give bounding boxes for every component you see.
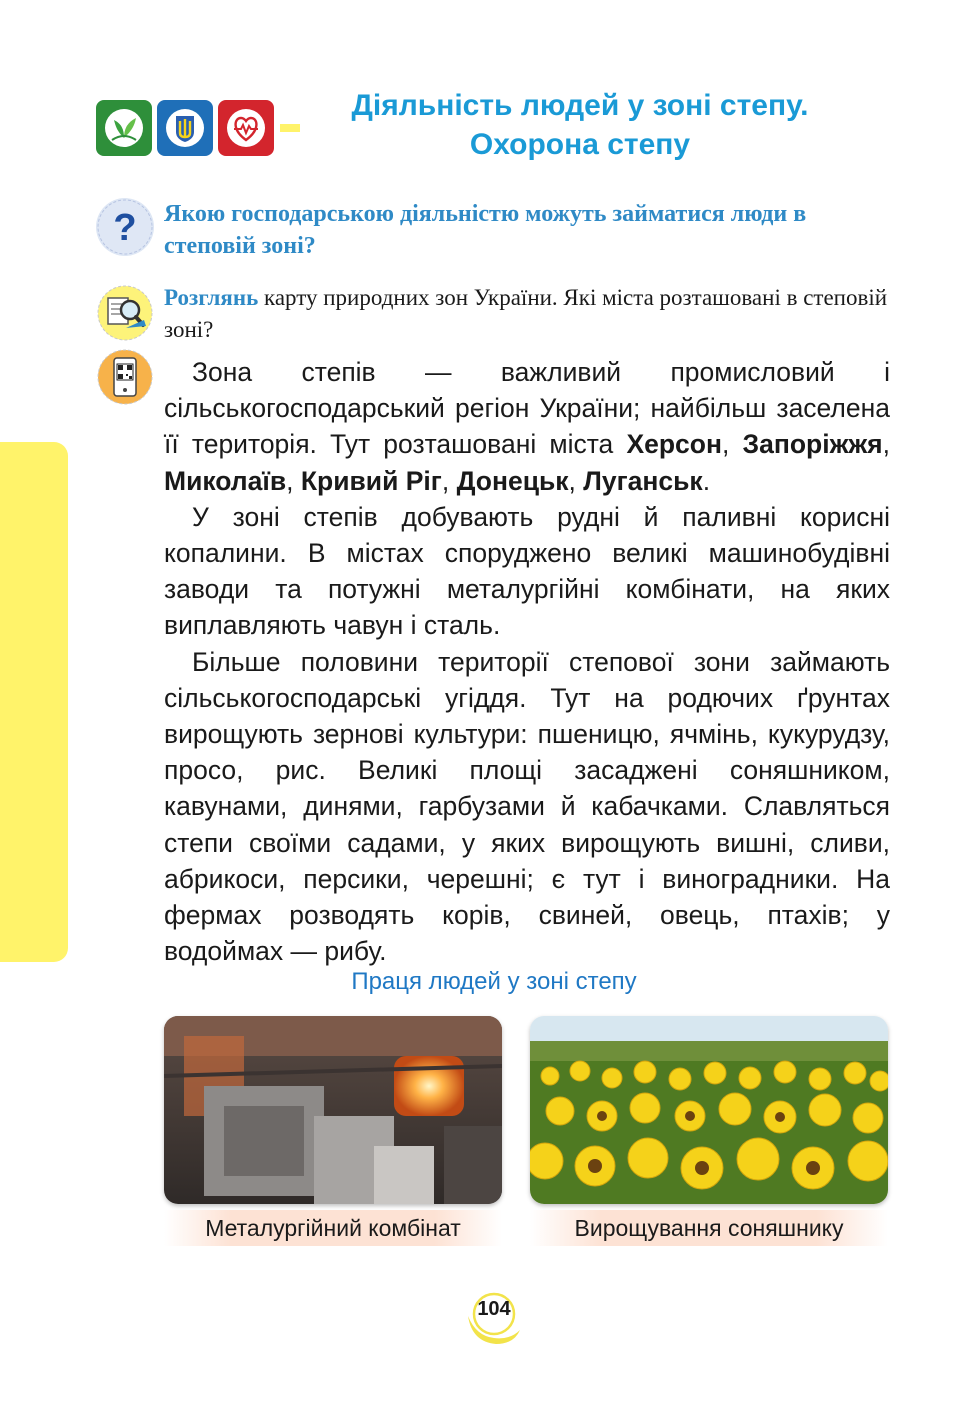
paragraph-end: . bbox=[702, 465, 711, 496]
eco-leaf-icon bbox=[96, 100, 152, 156]
figure-caption: Праця людей у зоні степу bbox=[351, 968, 637, 995]
ukraine-trident-icon bbox=[157, 100, 213, 156]
title-line-1: Діяльність людей у зоні степу. bbox=[351, 89, 809, 122]
svg-text:?: ? bbox=[113, 207, 137, 249]
question-icon bbox=[96, 198, 154, 256]
metallurgical-plant-caption: Металургійний комбінат bbox=[164, 1210, 502, 1246]
qr-phone-icon bbox=[96, 348, 154, 406]
city-luhansk: Луганськ bbox=[583, 465, 703, 496]
heart-pulse-icon bbox=[218, 100, 274, 156]
sunflower-field-photo bbox=[530, 1016, 888, 1204]
city-donetsk: Донецьк bbox=[456, 465, 569, 496]
page-title bbox=[300, 86, 860, 164]
separator: , bbox=[568, 465, 584, 496]
task-highlight: Розглянь bbox=[164, 285, 259, 310]
task-text bbox=[164, 282, 894, 346]
city-mykolaiv: Миколаїв bbox=[164, 465, 287, 496]
separator: , bbox=[441, 465, 457, 496]
side-tab bbox=[0, 442, 68, 962]
paragraph-3: Більше половини території степової зони займають сільськогосподарські угіддя. Тут на родючих ґрунтах вирощують зернові культури: пшеницю, ячмінь, кукурудзу, просо, рис. Великі площі засаджені соняшником, кавунами, динями, гарбузами й кабачками. Славляться степи своїми садами, у яких вирощують вишні, сливи, абрикоси, персики, черешні; є тут і виноградники. На фермах розводять корів, свиней, овець, птахів; у водоймах — рибу. bbox=[164, 646, 890, 967]
sunflower-caption: Вирощування соняшнику bbox=[530, 1210, 888, 1246]
page-number-text: 104 bbox=[477, 1298, 511, 1320]
page-number bbox=[462, 1290, 526, 1350]
separator: , bbox=[721, 429, 743, 460]
title-line-2: Охорона степу bbox=[469, 128, 691, 161]
metallurgical-plant-photo bbox=[164, 1016, 502, 1204]
separator: , bbox=[882, 429, 890, 460]
question-text: Якою господарською діяльністю можуть займатися люди в степовій зоні? bbox=[164, 201, 807, 259]
task-body: карту природних зон України. Які міста розташовані в степовій зоні? bbox=[164, 285, 888, 342]
header-accent-bar bbox=[280, 124, 300, 132]
separator: , bbox=[286, 465, 301, 496]
main-text bbox=[164, 354, 890, 969]
city-kherson: Херсон bbox=[626, 429, 722, 460]
header-icons bbox=[96, 100, 274, 156]
magnifier-map-icon bbox=[96, 284, 154, 342]
paragraph-2: У зоні степів добувають рудні й паливні корисні копалини. В містах споруджено великі машинобудівні заводи та потужні металургійні комбінати, на яких виплавляють чавун і сталь. bbox=[164, 501, 890, 641]
paragraph-1-text: Зона степів — важливий промисловий і сільськогосподарський регіон України; найбільш заселена її територія. Тут розташовані міста bbox=[164, 357, 890, 460]
city-kryvyi-rih: Кривий Ріг bbox=[300, 465, 442, 496]
paragraph-1 bbox=[164, 354, 890, 499]
city-zaporizhzhia: Запоріжжя bbox=[742, 429, 883, 460]
